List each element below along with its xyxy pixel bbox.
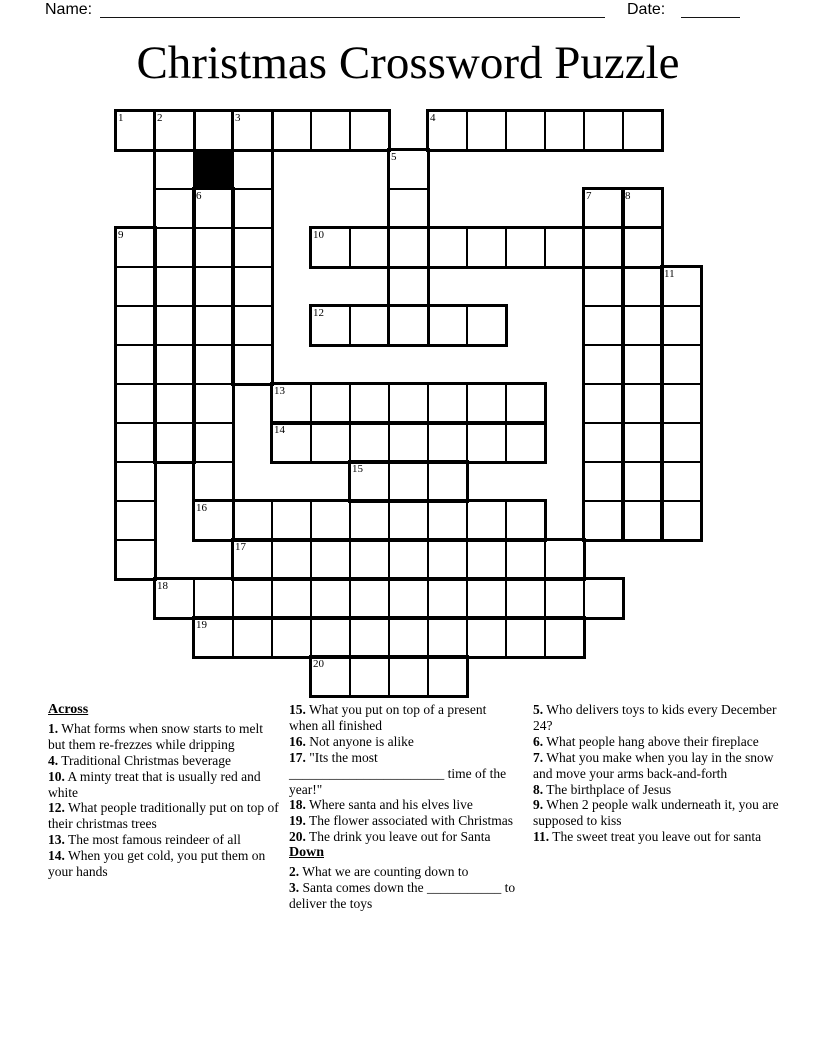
clues-column-3 [533, 702, 783, 845]
grid-cell[interactable] [115, 266, 156, 307]
grid-cell[interactable] [544, 110, 585, 151]
grid-cell[interactable] [583, 110, 624, 151]
grid-cell[interactable] [466, 539, 507, 580]
grid-cell[interactable] [115, 500, 156, 541]
clue-down-5: 5. Who delivers toys to kids every December 24? [533, 702, 777, 733]
grid-cell[interactable] [661, 344, 702, 385]
grid-cell[interactable] [388, 578, 429, 619]
grid-cell[interactable] [544, 578, 585, 619]
grid-cell[interactable] [193, 305, 234, 346]
grid-cell[interactable] [622, 188, 663, 229]
grid-cell[interactable] [583, 305, 624, 346]
grid-cell[interactable] [661, 383, 702, 424]
grid-cell[interactable] [310, 110, 351, 151]
clue-down-6: 6. What people hang above their fireplace [533, 733, 759, 749]
clue-down-9: 9. When 2 people walk underneath it, you are supposed to kiss [533, 797, 779, 829]
grid-cell[interactable] [466, 500, 507, 541]
clue-number: 15 [352, 463, 363, 475]
grid-cell[interactable] [427, 578, 468, 619]
grid-cell[interactable] [544, 539, 585, 580]
grid-cell[interactable] [544, 617, 585, 658]
clue-across-14: 14. When you get cold, you put them on your hands [48, 848, 266, 880]
grid-cell[interactable] [388, 149, 429, 190]
clue-across-1: 1. What forms when snow starts to melt but them re-frezzes while dripping [48, 720, 263, 752]
clue-number: 19 [196, 619, 207, 631]
grid-cell[interactable] [622, 344, 663, 385]
clue-number: 11 [664, 268, 675, 280]
grid-cell[interactable] [154, 578, 195, 619]
grid-cell[interactable] [427, 500, 468, 541]
across-clues-part2 [289, 702, 517, 845]
grid-cell[interactable] [583, 500, 624, 541]
clue-down-7: 7. What you make when you lay in the snow and move your arms back-and-forth [533, 749, 774, 781]
grid-cell[interactable] [661, 461, 702, 502]
grid-cell[interactable] [661, 305, 702, 346]
grid-cell[interactable] [427, 305, 468, 346]
grid-cell[interactable] [154, 422, 195, 463]
clue-down-2: 2. What we are counting down to [289, 864, 469, 880]
clue-across-20: 20. The drink you leave out for Santa [289, 829, 491, 845]
grid-cell[interactable] [271, 539, 312, 580]
clue-number: 5 [391, 151, 397, 163]
grid-cell[interactable] [388, 227, 429, 268]
grid-cell[interactable] [115, 383, 156, 424]
across-header: Across [48, 702, 89, 717]
date-line [681, 17, 740, 18]
grid-cell[interactable] [349, 422, 390, 463]
grid-cell[interactable] [115, 305, 156, 346]
grid-cell[interactable] [232, 149, 273, 190]
grid-cell[interactable] [388, 266, 429, 307]
grid-cell[interactable] [466, 305, 507, 346]
grid-cell[interactable] [583, 227, 624, 268]
grid-cell[interactable] [505, 422, 546, 463]
grid-cell[interactable] [427, 656, 468, 697]
grid-cell[interactable] [466, 110, 507, 151]
grid-cell[interactable] [115, 461, 156, 502]
clue-across-17: 17. "Its the most _______________________ time of the year!" [289, 749, 507, 797]
down-header: Down [289, 845, 325, 861]
grid-cell[interactable] [115, 344, 156, 385]
grid-cell[interactable] [466, 422, 507, 463]
grid-cell[interactable] [427, 383, 468, 424]
grid-cell[interactable] [310, 422, 351, 463]
grid-cell[interactable] [583, 578, 624, 619]
name-label: Name: [45, 1, 93, 18]
grid-cell[interactable] [427, 227, 468, 268]
grid-cell[interactable] [310, 656, 351, 697]
grid-cell[interactable] [388, 656, 429, 697]
grid-cell[interactable] [583, 461, 624, 502]
grid-cell[interactable] [349, 578, 390, 619]
grid-cell[interactable] [349, 500, 390, 541]
grid-cell[interactable] [193, 266, 234, 307]
grid-cell[interactable] [427, 110, 468, 151]
clue-down-3: 3. Santa comes down the ___________ to deliver the toys [289, 879, 516, 911]
grid-cell[interactable] [505, 227, 546, 268]
grid-cell[interactable] [349, 617, 390, 658]
grid-cell[interactable] [427, 617, 468, 658]
grid-cell[interactable] [583, 344, 624, 385]
grid-cell[interactable] [115, 227, 156, 268]
clue-number: 7 [586, 190, 592, 202]
clue-down-11: 11. The sweet treat you leave out for santa [533, 829, 762, 845]
grid-cell[interactable] [349, 656, 390, 697]
grid-cell[interactable] [349, 461, 390, 502]
grid-cell[interactable] [310, 578, 351, 619]
clue-across-15: 15. What you put on top of a present when all finished [289, 702, 487, 733]
grid-cell[interactable] [622, 383, 663, 424]
grid-cell[interactable] [271, 383, 312, 424]
grid-cell[interactable] [388, 383, 429, 424]
grid-cell[interactable] [583, 422, 624, 463]
grid-cell[interactable] [310, 500, 351, 541]
clue-number: 14 [274, 424, 285, 436]
clues-column-1 [48, 702, 283, 880]
grid-cell[interactable] [427, 422, 468, 463]
clue-across-12: 12. What people traditionally put on top of their christmas trees [48, 800, 279, 832]
grid-cell[interactable] [232, 539, 273, 580]
grid-cell[interactable] [505, 110, 546, 151]
down-clues-part1 [289, 864, 517, 912]
black-cell [193, 149, 234, 190]
grid-cell[interactable] [154, 188, 195, 229]
grid-cell[interactable] [661, 422, 702, 463]
grid-cell[interactable] [661, 500, 702, 541]
grid-cell[interactable] [310, 305, 351, 346]
clue-number: 17 [235, 541, 246, 553]
clue-number: 8 [625, 190, 631, 202]
grid-cell[interactable] [388, 461, 429, 502]
grid-cell[interactable] [622, 500, 663, 541]
grid-cell[interactable] [232, 617, 273, 658]
grid-cell[interactable] [583, 383, 624, 424]
grid-cell[interactable] [154, 227, 195, 268]
grid-cell[interactable] [544, 227, 585, 268]
grid-cell[interactable] [271, 578, 312, 619]
clue-across-13: 13. The most famous reindeer of all [48, 832, 241, 848]
grid-cell[interactable] [349, 110, 390, 151]
page-title: Christmas Crossword Puzzle [136, 37, 680, 89]
grid-cell[interactable] [388, 422, 429, 463]
grid-cell[interactable] [193, 617, 234, 658]
grid-cell[interactable] [583, 266, 624, 307]
grid-cell[interactable] [388, 500, 429, 541]
grid-cell[interactable] [466, 227, 507, 268]
grid-cell[interactable] [505, 500, 546, 541]
clue-number: 13 [274, 385, 285, 397]
grid-cell[interactable] [271, 617, 312, 658]
name-line [100, 17, 605, 18]
grid-cell[interactable] [154, 110, 195, 151]
clue-number: 2 [157, 112, 163, 124]
grid-cell[interactable] [505, 539, 546, 580]
grid-cell[interactable] [193, 188, 234, 229]
grid-cell[interactable] [388, 188, 429, 229]
clue-number: 1 [118, 112, 124, 124]
grid-cell[interactable] [310, 227, 351, 268]
grid-cell[interactable] [466, 617, 507, 658]
grid-cell[interactable] [271, 422, 312, 463]
grid-cell[interactable] [154, 344, 195, 385]
grid-cell[interactable] [505, 383, 546, 424]
grid-cell[interactable] [622, 110, 663, 151]
grid-cell[interactable] [505, 617, 546, 658]
grid-cell[interactable] [622, 422, 663, 463]
grid-cell[interactable] [505, 578, 546, 619]
grid-cell[interactable] [115, 422, 156, 463]
grid-cell[interactable] [622, 305, 663, 346]
grid-cell[interactable] [349, 539, 390, 580]
grid-cell[interactable] [193, 578, 234, 619]
grid-cell[interactable] [193, 227, 234, 268]
clue-across-16: 16. Not anyone is alike [289, 733, 414, 749]
clue-number: 6 [196, 190, 202, 202]
grid-cell[interactable] [154, 383, 195, 424]
grid-cell[interactable] [349, 227, 390, 268]
clue-number: 12 [313, 307, 324, 319]
grid-cell[interactable] [154, 305, 195, 346]
grid-cell[interactable] [115, 539, 156, 580]
grid-cell[interactable] [154, 149, 195, 190]
clue-number: 4 [430, 112, 436, 124]
grid-cell[interactable] [232, 500, 273, 541]
down-clues-part2 [533, 702, 783, 845]
grid-cell[interactable] [193, 110, 234, 151]
clue-across-18: 18. Where santa and his elves live [289, 797, 473, 813]
clue-number: 16 [196, 502, 207, 514]
grid-cell[interactable] [232, 188, 273, 229]
grid-cell[interactable] [193, 461, 234, 502]
grid-cell[interactable] [388, 539, 429, 580]
grid-cell[interactable] [466, 578, 507, 619]
clue-number: 3 [235, 112, 241, 124]
clue-across-10: 10. A minty treat that is usually red and white [48, 768, 261, 800]
clues-column-2 [289, 702, 517, 912]
grid-cell[interactable] [232, 266, 273, 307]
date-label: Date: [627, 1, 666, 18]
grid-cell[interactable] [193, 383, 234, 424]
crossword-grid [115, 110, 702, 697]
grid-cell[interactable] [349, 305, 390, 346]
grid-cell[interactable] [154, 266, 195, 307]
clue-number: 9 [118, 229, 124, 241]
grid-cell[interactable] [193, 500, 234, 541]
grid-cell[interactable] [388, 617, 429, 658]
grid-cell[interactable] [115, 110, 156, 151]
clue-number: 10 [313, 229, 324, 241]
clue-number: 20 [313, 658, 324, 670]
clue-across-19: 19. The flower associated with Christmas [289, 813, 513, 829]
grid-cell[interactable] [193, 422, 234, 463]
clue-down-8: 8. The birthplace of Jesus [533, 781, 672, 797]
grid-cell[interactable] [232, 578, 273, 619]
grid-cell[interactable] [310, 539, 351, 580]
grid-cell[interactable] [583, 188, 624, 229]
grid-cell[interactable] [427, 539, 468, 580]
grid-cell[interactable] [193, 344, 234, 385]
grid-cell[interactable] [427, 461, 468, 502]
grid-cell[interactable] [310, 383, 351, 424]
grid-cell[interactable] [232, 227, 273, 268]
clue-number: 18 [157, 580, 168, 592]
grid-cell[interactable] [232, 305, 273, 346]
grid-cell[interactable] [622, 266, 663, 307]
grid-cell[interactable] [622, 227, 663, 268]
grid-cell[interactable] [466, 383, 507, 424]
grid-cell[interactable] [349, 383, 390, 424]
grid-cell[interactable] [661, 266, 702, 307]
grid-cell[interactable] [271, 500, 312, 541]
clue-across-4: 4. Traditional Christmas beverage [48, 752, 231, 768]
grid-cell[interactable] [232, 344, 273, 385]
grid-cell[interactable] [388, 305, 429, 346]
grid-cell[interactable] [232, 110, 273, 151]
grid-cell[interactable] [310, 617, 351, 658]
grid-cell[interactable] [271, 110, 312, 151]
grid-cell[interactable] [622, 461, 663, 502]
across-clues-part1 [48, 721, 283, 880]
